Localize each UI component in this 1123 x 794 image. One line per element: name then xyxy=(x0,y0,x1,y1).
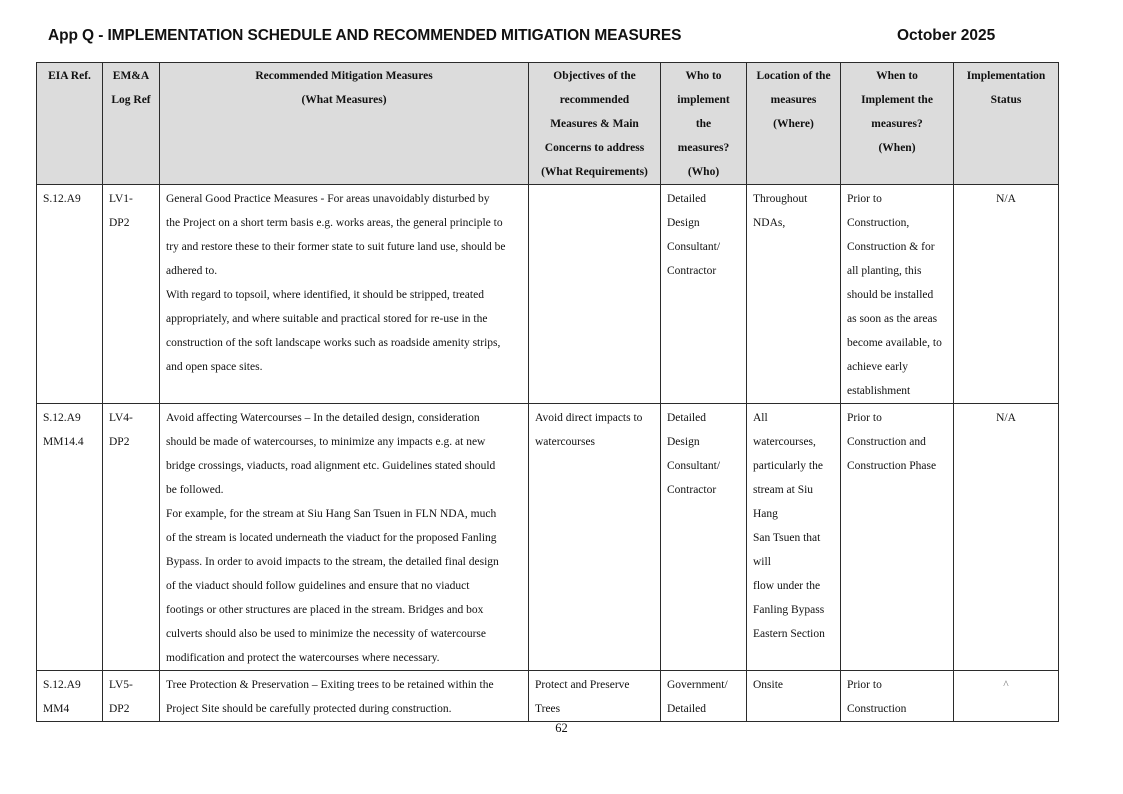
cell-text-line: Onsite xyxy=(753,679,784,691)
cell-text-line: achieve early xyxy=(847,361,908,373)
cell-text-line: Tree Protection & Preservation – Exiting trees to be retained within the xyxy=(166,679,494,691)
cell-text-line: Contractor xyxy=(667,265,717,277)
cell-text-line: Consultant/ xyxy=(667,460,721,472)
cell-text-line: Design xyxy=(667,217,700,229)
implementation-schedule-table xyxy=(36,62,1059,722)
cell-text-line: of the viaduct should follow guidelines and ensure that no viaduct xyxy=(166,580,470,592)
cell-text-line: Eastern Section xyxy=(753,628,825,640)
cell-text-line: Log Ref xyxy=(111,94,151,106)
column-header-measures xyxy=(160,63,529,185)
cell-text-line: DP2 xyxy=(109,703,130,715)
column-header-status xyxy=(954,63,1059,185)
eia-ref-cell xyxy=(37,185,103,404)
cell-text-line: Bypass. In order to avoid impacts to the stream, the detailed final design xyxy=(166,556,499,568)
document-title: App Q - IMPLEMENTATION SCHEDULE AND RECOMMENDED MITIGATION MEASURES xyxy=(48,27,682,44)
cell-text-line: modification and protect the watercourses where necessary. xyxy=(166,652,440,664)
log-ref-cell xyxy=(103,185,160,404)
cell-text-line: Contractor xyxy=(667,484,717,496)
where-cell xyxy=(747,404,841,671)
cell-text-line: Implementation xyxy=(966,70,1046,82)
cell-text-line: Government/ xyxy=(667,679,728,691)
cell-text-line: Hang xyxy=(753,508,778,520)
cell-text-line: EM&A xyxy=(112,70,150,82)
cell-text-line: Avoid direct impacts to xyxy=(535,412,643,424)
cell-text-line: watercourses, xyxy=(753,436,816,448)
cell-text-line: try and restore these to their former state to suit future land use, should be xyxy=(166,241,506,253)
cell-text-line: San Tsuen that xyxy=(753,532,821,544)
cell-text-line: Prior to xyxy=(847,679,882,691)
cell-text-line: the xyxy=(695,118,712,130)
cell-text-line: (Where) xyxy=(773,118,814,130)
cell-text-line: When to xyxy=(876,70,918,82)
objectives-cell xyxy=(529,185,661,404)
cell-text-line: should be installed xyxy=(847,289,934,301)
cell-text-line: the Project on a short term basis e.g. works areas, the general principle to xyxy=(166,217,503,229)
cell-text-line: measures xyxy=(770,94,817,106)
cell-text-line: S.12.A9 xyxy=(43,193,81,205)
cell-text-line: Construction, xyxy=(847,217,910,229)
cell-text-line: All xyxy=(753,412,768,424)
cell-text-line: Avoid affecting Watercourses – In the detailed design, consideration xyxy=(166,412,480,424)
when-cell xyxy=(841,671,954,722)
cell-text-line: recommended xyxy=(559,94,630,106)
cell-text-line: stream at Siu xyxy=(753,484,814,496)
cell-text-line: S.12.A9 xyxy=(43,412,81,424)
cell-text-line: Detailed xyxy=(667,412,706,424)
cell-text-line: Construction and xyxy=(847,436,926,448)
column-header-log-ref xyxy=(103,63,160,185)
cell-text-line: Recommended Mitigation Measures xyxy=(255,70,433,82)
when-cell xyxy=(841,404,954,671)
cell-text-line: EIA Ref. xyxy=(48,70,91,82)
cell-text-line: NDAs, xyxy=(753,217,786,229)
cell-text-line: Who to xyxy=(685,70,722,82)
table-header-row xyxy=(37,63,1059,185)
cell-text-line: bridge crossings, viaducts, road alignment etc. Guidelines stated should xyxy=(166,460,496,472)
table-row xyxy=(37,185,1059,404)
cell-text-line: Detailed xyxy=(667,703,706,715)
cell-text-line: Trees xyxy=(535,703,561,715)
cell-text-line: Prior to xyxy=(847,412,882,424)
cell-text-line: become available, to xyxy=(847,337,942,349)
who-cell xyxy=(661,671,747,722)
cell-text-line: Construction Phase xyxy=(847,460,937,472)
cell-text-line: Detailed xyxy=(667,193,706,205)
cell-text-line: Objectives of the xyxy=(553,70,636,82)
column-header-objectives xyxy=(529,63,661,185)
cell-text-line: should be made of watercourses, to minimize any impacts e.g. at new xyxy=(166,436,486,448)
cell-text-line: construction of the soft landscape works such as roadside amenity strips, xyxy=(166,337,501,349)
cell-text-line: Fanling Bypass xyxy=(753,604,825,616)
cell-text-line: Construction xyxy=(847,703,907,715)
cell-text-line: MM4 xyxy=(43,703,70,715)
who-cell xyxy=(661,404,747,671)
cell-text-line: LV5- xyxy=(109,679,133,691)
cell-text-line: Concerns to address xyxy=(544,142,645,154)
cell-text-line: (When) xyxy=(878,142,916,154)
cell-text-line: all planting, this xyxy=(847,265,922,277)
page-number: 62 xyxy=(555,721,568,735)
cell-text-line: watercourses xyxy=(535,436,596,448)
cell-text-line: With regard to topsoil, where identified, it should be stripped, treated xyxy=(166,289,484,301)
cell-text-line: Construction & for xyxy=(847,241,935,253)
cell-text-line: LV1- xyxy=(109,193,133,205)
who-cell xyxy=(661,185,747,404)
status-cell: ^ xyxy=(954,671,1059,722)
cell-text-line: will xyxy=(753,556,771,568)
cell-text-line: For example, for the stream at Siu Hang San Tsuen in FLN NDA, much xyxy=(166,508,497,520)
cell-text-line: flow under the xyxy=(753,580,821,592)
cell-text-line: Design xyxy=(667,436,700,448)
cell-text-line: (What Measures) xyxy=(301,94,387,106)
table-row xyxy=(37,404,1059,671)
cell-text-line: establishment xyxy=(847,385,911,397)
cell-text-line: of the stream is located underneath the viaduct for the proposed Fanling xyxy=(166,532,497,544)
status-cell: N/A xyxy=(954,185,1059,404)
where-cell xyxy=(747,671,841,722)
log-ref-cell xyxy=(103,671,160,722)
column-header-when xyxy=(841,63,954,185)
cell-text-line: adhered to. xyxy=(166,265,218,277)
objectives-cell xyxy=(529,671,661,722)
when-cell xyxy=(841,185,954,404)
measures-cell xyxy=(160,404,529,671)
cell-text-line: Project Site should be carefully protected during construction. xyxy=(166,703,452,715)
column-header-who xyxy=(661,63,747,185)
objectives-cell xyxy=(529,404,661,671)
cell-text-line: LV4- xyxy=(109,412,133,424)
cell-text-line: Protect and Preserve xyxy=(535,679,630,691)
where-cell xyxy=(747,185,841,404)
table-row xyxy=(37,671,1059,722)
cell-text-line: implement xyxy=(677,94,730,106)
cell-text-line: measures? xyxy=(677,142,730,154)
cell-text-line: General Good Practice Measures - For areas unavoidably disturbed by xyxy=(166,193,490,205)
cell-text-line: DP2 xyxy=(109,436,130,448)
cell-text-line: as soon as the areas xyxy=(847,313,938,325)
cell-text-line: Consultant/ xyxy=(667,241,721,253)
cell-text-line: Implement the xyxy=(861,94,933,106)
cell-text-line: particularly the xyxy=(753,460,823,472)
cell-text-line: be followed. xyxy=(166,484,224,496)
cell-text-line: (What Requirements) xyxy=(541,166,648,178)
cell-text-line: Prior to xyxy=(847,193,882,205)
document-date: October 2025 xyxy=(897,27,996,44)
measures-cell xyxy=(160,185,529,404)
cell-text-line: Status xyxy=(990,94,1022,106)
cell-text-line: culverts should also be used to minimize the necessity of watercourse xyxy=(166,628,486,640)
cell-text-line: S.12.A9 xyxy=(43,679,81,691)
cell-text-line: DP2 xyxy=(109,217,130,229)
cell-text-line: Throughout xyxy=(753,193,808,205)
cell-text-line: measures? xyxy=(871,118,923,130)
status-cell: N/A xyxy=(954,404,1059,671)
cell-text-line: appropriately, and where suitable and practical stored for re-use in the xyxy=(166,313,488,325)
column-header-eia-ref xyxy=(37,63,103,185)
cell-text-line: and open space sites. xyxy=(166,361,263,373)
cell-text-line: footings or other structures are placed in the stream. Bridges and box xyxy=(166,604,484,616)
measures-cell xyxy=(160,671,529,722)
cell-text-line: MM14.4 xyxy=(43,436,84,448)
cell-text-line: (Who) xyxy=(687,166,720,178)
column-header-where xyxy=(747,63,841,185)
log-ref-cell xyxy=(103,404,160,671)
eia-ref-cell xyxy=(37,404,103,671)
cell-text-line: Location of the xyxy=(756,70,831,82)
eia-ref-cell xyxy=(37,671,103,722)
cell-text-line: Measures & Main xyxy=(550,118,639,130)
